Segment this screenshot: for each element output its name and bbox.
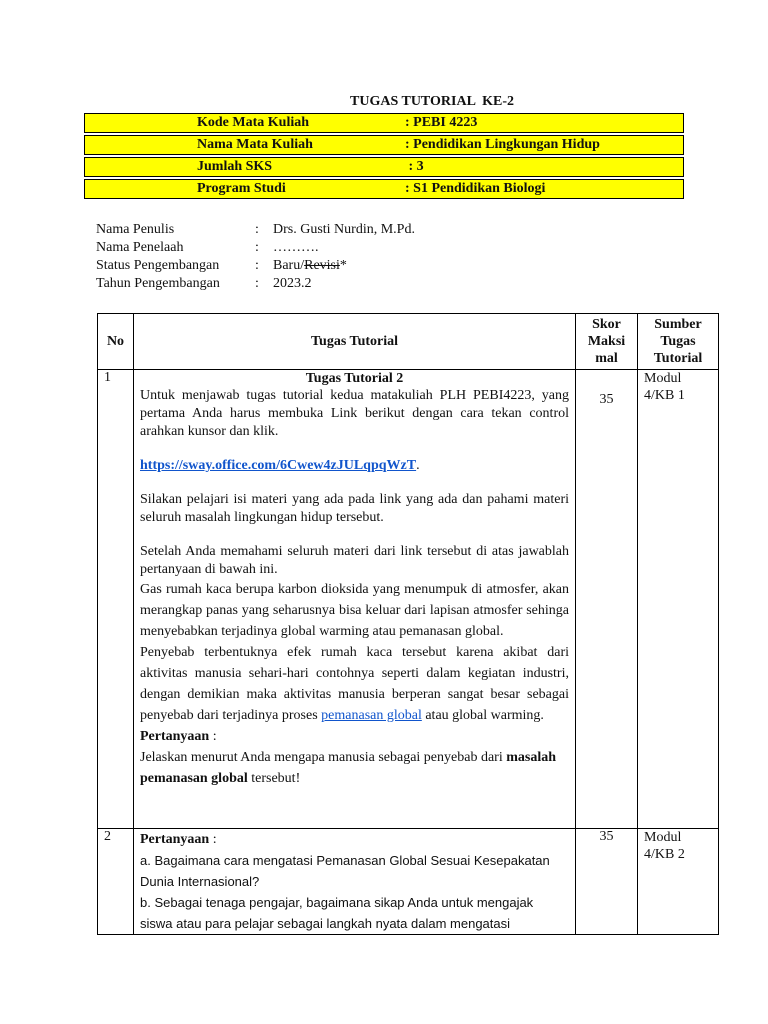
header-source-line: Tugas xyxy=(660,334,696,349)
course-name-label: Nama Mata Kuliah xyxy=(197,137,313,152)
source-cell: Modul 4/KB 2 xyxy=(638,829,719,935)
status-revision-struck: Revisi xyxy=(304,258,340,273)
tutorial-task-table xyxy=(97,313,719,935)
header-score xyxy=(576,314,638,370)
table-row xyxy=(98,829,719,935)
table-header-row xyxy=(98,314,719,370)
task-paragraph: Silakan pelajari isi materi yang ada pada link yang ada dan pahami materi seluruh masalah lingkungan hidup tersebut. xyxy=(140,492,569,525)
task-cell xyxy=(134,370,576,829)
question-colon: : xyxy=(209,832,217,847)
question-text xyxy=(140,747,569,789)
header-score-line: Skor xyxy=(592,317,621,332)
year-row xyxy=(96,276,496,294)
course-code-label: Kode Mata Kuliah xyxy=(197,115,310,130)
status-asterisk: * xyxy=(339,258,347,273)
status-label: Status Pengembangan xyxy=(96,258,220,273)
task-paragraph xyxy=(140,642,569,726)
colon: : xyxy=(255,258,259,273)
link-suffix: . xyxy=(416,458,420,473)
course-info-row xyxy=(84,157,684,177)
question-item-b: b. Sebagai tenaga pengajar, bagaimana sikap Anda untuk mengajak siswa atau para pelajar sebagai langkah nyata dalam mengatasi xyxy=(140,895,534,931)
question-heading xyxy=(140,726,569,747)
author-label: Nama Penulis xyxy=(96,222,175,237)
para-text: Penyebab terbentuknya efek rumah kaca tersebut karena akibat dari aktivitas manusia sehari-hari contohnya seperti dalam kegiatan industri, dengan demikian maka aktivitas manusia berperan sangat besar sebagai penyebab dari terjadinya proses xyxy=(140,645,569,723)
para-text: atau global warming. xyxy=(421,708,544,723)
header-task: Tugas Tutorial xyxy=(134,314,576,370)
course-info-row xyxy=(84,179,684,199)
status-row xyxy=(96,258,496,276)
question-label: Pertanyaan xyxy=(140,832,210,847)
author-value: Drs. Gusti Nurdin, M.Pd. xyxy=(273,222,415,237)
status-new: Baru/ xyxy=(273,258,305,273)
global-warming-link[interactable]: pemanasan global xyxy=(321,708,422,723)
course-name-value: : Pendidikan Lingkungan Hidup xyxy=(405,137,600,152)
header-score-line: Maksi xyxy=(587,334,626,349)
header-source-line: Sumber xyxy=(654,317,702,332)
colon: : xyxy=(255,276,259,291)
reviewer-label: Nama Penelaah xyxy=(96,240,184,255)
score-value: 35 xyxy=(599,392,614,407)
question-colon: : xyxy=(209,729,217,744)
year-label: Tahun Pengembangan xyxy=(96,276,220,291)
row-number: 1 xyxy=(98,370,134,829)
header-score-line: mal xyxy=(595,351,618,366)
question-part: Jelaskan menurut Anda mengapa manusia sebagai penyebab dari xyxy=(140,750,507,765)
course-code-value: : PEBI 4223 xyxy=(405,115,478,130)
link-paragraph xyxy=(140,457,569,475)
task-paragraph: Gas rumah kaca berupa karbon dioksida yang menumpuk di atmosfer, akan merangkap panas yang seharusnya bisa keluar dari lapisan atmosfer sehinga menyebabkan terjadinya global warming atau pemanasan global. xyxy=(140,582,569,639)
question-part: tersebut! xyxy=(247,771,301,786)
author-row xyxy=(96,222,496,240)
question-bold: masalah pemanasan global xyxy=(140,750,557,786)
program-value: : S1 Pendidikan Biologi xyxy=(405,181,546,196)
task-paragraph: Untuk menjawab tugas tutorial kedua matakuliah PLH PEBI4223, yang pertama Anda harus membuka Link berikut dengan cara tekan control arahkan kunsor dan klik. xyxy=(140,388,569,439)
reviewer-value: ………. xyxy=(273,240,319,255)
credits-label: Jumlah SKS xyxy=(197,159,273,174)
document-metadata xyxy=(96,222,496,294)
score-cell: 35 xyxy=(576,829,638,935)
sway-link[interactable]: https://sway.office.com/6Cwew4zJULqpqWzT xyxy=(140,458,417,473)
year-value: 2023.2 xyxy=(273,276,312,291)
task-cell xyxy=(134,829,576,935)
course-info-row xyxy=(84,113,684,133)
table-row xyxy=(98,370,719,829)
document-title: TUGAS TUTORIAL KE-2 xyxy=(350,94,515,109)
score-cell xyxy=(576,370,638,829)
row-number: 2 xyxy=(98,829,134,935)
question-heading xyxy=(140,829,569,850)
header-source-line: Tutorial xyxy=(653,351,703,366)
colon: : xyxy=(255,222,259,237)
task-paragraph: Setelah Anda memahami seluruh materi dari link tersebut di atas jawablah pertanyaan di bawah ini. xyxy=(140,544,569,577)
colon: : xyxy=(255,240,259,255)
source-cell: Modul 4/KB 1 xyxy=(638,370,719,829)
program-label: Program Studi xyxy=(197,181,286,196)
task-title: Tugas Tutorial 2 xyxy=(305,371,404,386)
reviewer-row xyxy=(96,240,496,258)
header-no: No xyxy=(98,314,134,370)
course-info-row xyxy=(84,135,684,155)
question-label: Pertanyaan xyxy=(140,729,210,744)
course-info-table xyxy=(84,113,684,201)
status-value xyxy=(273,258,347,274)
header-source xyxy=(638,314,719,370)
credits-value: : 3 xyxy=(405,159,424,174)
question-item-a: a. Bagaimana cara mengatasi Pemanasan Global Sesuai Kesepakatan Dunia Internasional? xyxy=(140,853,550,889)
